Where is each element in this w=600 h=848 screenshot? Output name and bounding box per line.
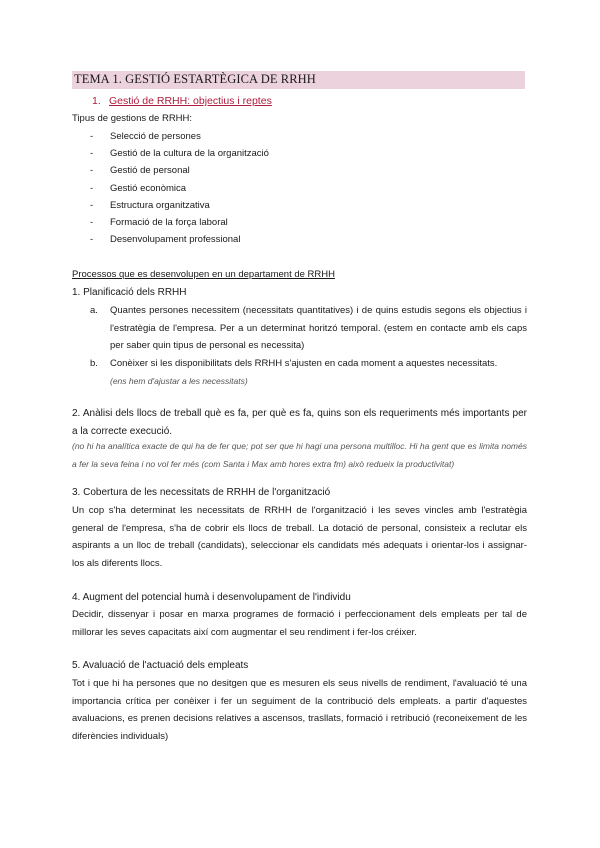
processos-heading: Processos que es desenvolupen en un departament de RRHH <box>72 269 335 280</box>
list-item: - Gestió de personal <box>90 165 190 177</box>
section-heading-gestio <box>92 95 272 107</box>
document-title: TEMA 1. GESTIÓ ESTARTÈGICA DE RRHH <box>74 72 316 86</box>
item-text: Conèixer si les disponibilitats dels RRHH s'ajusten en cada moment a aquestes necessitats. <box>110 358 498 369</box>
augment-text: Decidir, dissenyar i posar en marxa programes de formació i perfeccionament dels empleats per tal de millorar les seves capacitats així com augmentar el seu rendiment i fer-los créixer. <box>72 609 527 638</box>
cobertura-heading: 3. Cobertura de les necessitats de RRHH de l'organització <box>72 487 331 498</box>
avaluacio-text: Tot i que hi ha persones que no desitgen que es mesuren els seus nivells de rendiment, l'avaluació té una importancia crítica per conèixer i fer un seguiment de la contribució dels empleats. a partir d'aquestes avaluacions, es prenen decisions relatives a ascensos, trasllats, formació i retribució (reconeixement de les diferències individuals) <box>72 678 527 742</box>
analisi-note: (no hi ha analítica exacte de qui ha de fer que; pot ser que hi hagi una persona multilloc. Hi ha gent que es limita només a fer la seva feina i no vol fer més (com Santa i Max amb hores extra fm) això redueix la productivitat) <box>72 441 527 469</box>
avaluacio-heading: 5. Avaluació de l'actuació dels empleats <box>72 660 249 671</box>
section-number: 1. <box>92 95 101 107</box>
item-marker: a. <box>90 305 98 316</box>
cobertura-text: Un cop s'ha determinat les necessitats de RRHH de l'organització i les seves vincles amb l'estratègia general de l'empresa, s'ha de cobrir els llocs de treball. La dotació de personal, consisteix a reclutar els aspirants a un lloc de treball (candidats), seleccionar els candidats més adequats i orientar-los i assignar-los als diferents llocs. <box>72 505 527 569</box>
list-item: - Desenvolupament professional <box>90 234 241 246</box>
augment-heading: 4. Augment del potencial humà i desenvolupament de l'individu <box>72 592 351 603</box>
item-marker: b. <box>90 358 98 369</box>
list-item: - Estructura organitzativa <box>90 199 210 211</box>
item-note: (ens hem d'ajustar a les necessitats) <box>110 375 248 386</box>
planificacio-item-b <box>90 355 527 391</box>
item-text: Quantes persones necessitem (necessitats quantitatives) i de quins estudis segons els objectius i l'estratègia de l'empresa. Per a un determinat horitzó temporal. (estem en contacte amb els caps per saber quin tipus de personal es necessita) <box>110 305 527 351</box>
title-highlight <box>72 71 525 89</box>
planificacio-item-a <box>90 302 527 357</box>
analisi-heading: 2. Anàlisi dels llocs de treball què es fa, per què es fa, quins son els requeriments més importants per a la correcte execució. <box>72 408 527 437</box>
tipus-heading: Tipus de gestions de RRHH: <box>72 113 193 124</box>
tipus-list <box>90 131 269 251</box>
list-item: - Formació de la força laboral <box>90 216 228 228</box>
list-item: - Gestió de la cultura de la organització <box>90 148 269 160</box>
list-item: - Selecció de persones <box>90 131 201 142</box>
section-label: Gestió de RRHH: objectius i reptes <box>109 95 272 107</box>
list-item: - Gestió econòmica <box>90 182 187 194</box>
planificacio-heading: 1. Planificació dels RRHH <box>72 287 187 298</box>
